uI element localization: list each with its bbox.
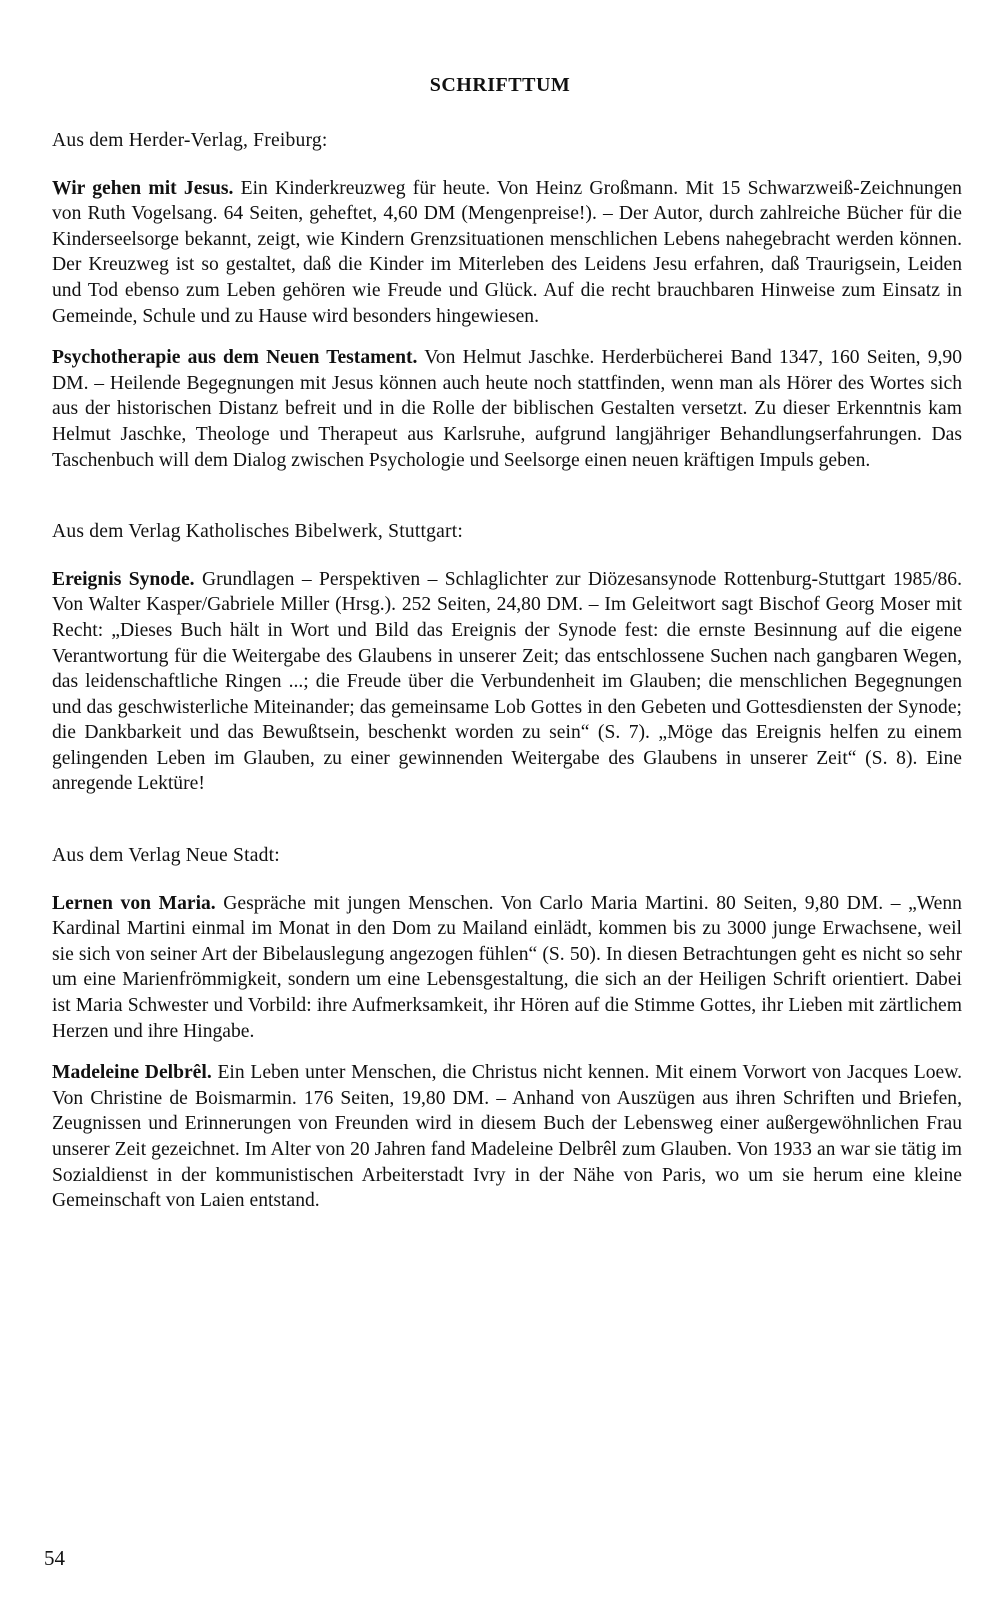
book-review	[52, 345, 962, 473]
review-page	[52, 128, 962, 1230]
review-text: Ein Leben unter Menschen, die Christus nicht kennen. Mit einem Vorwort von Jacques Loew. Von Christine de Boismarmin. 176 Seiten, 19,80 DM. – Anhand von Auszügen aus ihren Schriften und Briefen, Zeugnissen und Erinnerungen von Freunden wird in diesem Buch der Lebensweg einer außergewöhnlichen Frau unserer Zeit gezeichnet. Im Alter von 20 Jahren fand Madeleine Delbrêl zum Glauben. Von 1933 an war sie tätig im Sozialdienst in der kommunistischen Arbeiterstadt Ivry in der Nähe von Paris, wo um sie herum eine kleine Gemeinschaft von Laien entstand.	[52, 1062, 962, 1212]
book-title: Lernen von Maria.	[52, 892, 216, 914]
section-bibelwerk	[52, 519, 962, 797]
book-review	[52, 176, 962, 330]
book-title: Madeleine Delbrêl.	[52, 1062, 212, 1084]
review-text: Grundlagen – Perspektiven – Schlaglichter zur Diözesansynode Rottenburg-Stuttgart 1985/86. Von Walter Kasper/Gabriele Miller (Hrsg.). 252 Seiten, 24,80 DM. – Im Geleitwort sagt Bischof Georg Moser mit Recht: „Dieses Buch hält in Wort und Bild das Ereignis der Synode fest: die ernste Besinnung auf die eigene Verantwortung für die Weitergabe des Glaubens in unserer Zeit; das entschlossene Suchen nach gangbaren Wegen, das leidenschaftliche Ringen ...; die Freude über die Verbundenheit im Glauben; die menschlichen Begegnungen und das geschwisterliche Miteinander; das gemeinsame Lob Gottes in den Gebeten und Gottesdiensten der Synode; die Dankbarkeit und das Bewußtsein, beschenkt worden zu sein“ (S. 7). „Möge das Ereignis helfen zu einem gelingenden Leben im Glauben, zu einer gewinnenden Weitergabe des Glaubens in unserer Zeit“ (S. 8). Eine anregende Lektüre!	[52, 568, 963, 795]
book-review	[52, 891, 962, 1045]
book-title: Ereignis Synode.	[52, 568, 195, 590]
review-text: Ein Kinderkreuzweg für heute. Von Heinz Großmann. Mit 15 Schwarzweiß-Zeichnungen von Ruth Vogelsang. 64 Seiten, geheftet, 4,60 DM (Mengenpreise!). – Der Autor, durch zahlreiche Bücher für die Kinderseelsorge bekannt, zeigt, wie Kindern Grenzsituationen menschlichen Lebens nahegebracht werden können. Der Kreuzweg ist so gestaltet, daß die Kinder im Miterleben des Leidens Jesu erfahren, daß Traurigsein, Leiden und Tod ebenso zum Leben gehören wie Freude und Glück. Auf die recht brauchbaren Hinweise zum Einsatz in Gemeinde, Schule und zu Hause wird besonders hingewiesen.	[52, 177, 962, 327]
book-title: Psychotherapie aus dem Neuen Testament.	[52, 347, 418, 369]
publisher-heading: Aus dem Verlag Katholisches Bibelwerk, Stuttgart:	[52, 521, 464, 543]
book-title: Wir gehen mit Jesus.	[52, 177, 234, 199]
book-review	[52, 567, 962, 797]
review-text: Gespräche mit jungen Menschen. Von Carlo Maria Martini. 80 Seiten, 9,80 DM. – „Wenn Kardinal Martini einmal im Monat in den Dom zu Mailand einlädt, kommen bis zu 3000 junge Erwachsene, weil sie sich von seiner Art der Bibelauslegung angezogen fühlen“ (S. 50). In diesen Betrachtungen geht es nicht so sehr um eine Marienfrömmigkeit, sondern um eine Lebensgestaltung, die sich an der Heiligen Schrift orientiert. Dabei ist Maria Schwester und Vorbild: ihre Aufmerksamkeit, ihr Hören auf die Stimme Gottes, ihr Lieben mit zärtlichem Herzen und ihre Hingabe.	[52, 892, 962, 1042]
page-title: SCHRIFTTUM	[429, 74, 571, 96]
section-herder	[52, 128, 962, 473]
book-review	[52, 1060, 962, 1214]
page-number: 54	[44, 1546, 65, 1570]
publisher-heading: Aus dem Herder-Verlag, Freiburg:	[52, 130, 328, 151]
publisher-heading: Aus dem Verlag Neue Stadt:	[52, 845, 280, 867]
review-text: Von Helmut Jaschke. Herderbücherei Band 1347, 160 Seiten, 9,90 DM. – Heilende Begegnungen mit Jesus können auch heute noch stattfinden, wenn man als Hörer des Wortes sich aus der historischen Distanz befreit und in die Rolle der biblischen Gestalten versetzt. Zu dieser Erkenntnis kam Helmut Jaschke, Theologe und Therapeut aus Karlsruhe, aufgrund langjähriger Behandlungserfahrungen. Das Taschenbuch will dem Dialog zwischen Psychologie und Seelsorge einen neuen kräftigen Impuls geben.	[52, 347, 962, 471]
section-neue-stadt	[52, 843, 962, 1214]
